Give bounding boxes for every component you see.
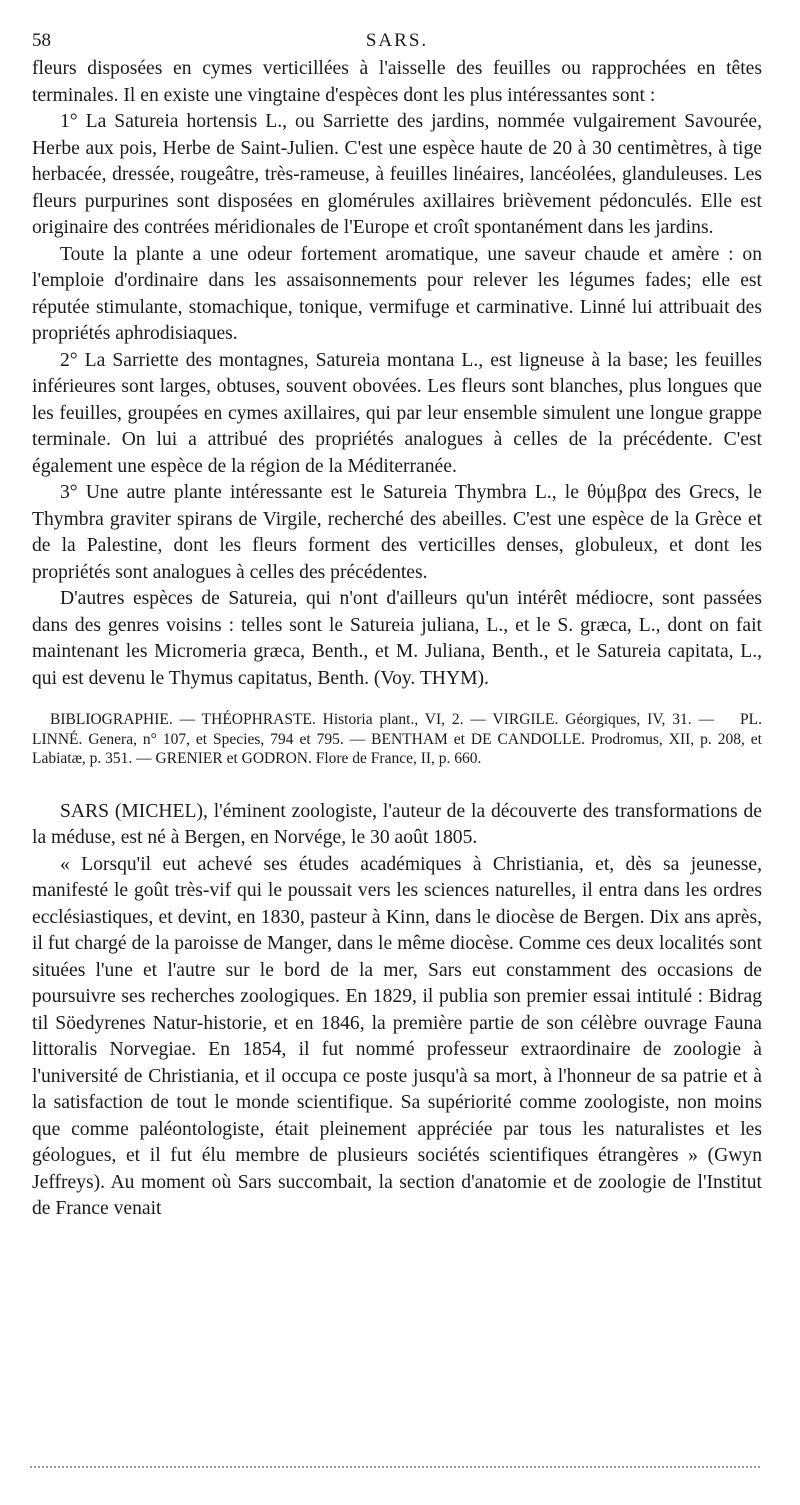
document-page: [32, 30, 762, 1223]
author-signature: PL.: [740, 711, 762, 728]
paragraph-intro: fleurs disposées en cymes verticillées à l'aisselle des feuilles ou rapprochées en têtes terminales. Il en existe une vingtaine d'espèces dont les plus intéressantes sont :: [32, 58, 762, 106]
running-head: SARS.: [365, 30, 429, 51]
bibliography-text: BIBLIOGRAPHIE. — THÉOPHRASTE. Historia plant., VI, 2. — VIRGILE. Géorgiques, IV, 31. — LINNÉ. Genera, n° 107, et Species, 794 et 795. — BENTHAM et DE CANDOLLE. Prodromus, XII, p. 208, et Labiatæ, p. 351. — GRENIER et GODRON. Flore de France, II, p. 660.: [32, 711, 762, 768]
paragraph-satureia-hortensis: 1° La Satureia hortensis L., ou Sarriette des jardins, nommée vulgairement Savourée, Herbe aux pois, Herbe de Saint-Julien. C'est une espèce haute de 20 à 30 centimètres, à tige herbacée, dressée, rougeâtre, très-rameuse, à feuilles linéaires, lancéolées, glanduleuses. Les fleurs purpurines sont disposées en glomérules axillaires brièvement pédonculés. Elle est originaire des contrées méridionales de l'Europe et croît spontanément dans les jardins.: [32, 111, 762, 238]
paragraph-odeur: Toute la plante a une odeur fortement aromatique, une saveur chaude et amère : on l'emploie d'ordinaire dans les assaisonnements pour relever les légumes fades; elle est réputée stimulante, stomachique, tonique, vermifuge et carminative. Linné lui attribuait des propriétés aphrodisiaques.: [32, 243, 762, 344]
sars-entry-body-paragraph: « Lorsqu'il eut achevé ses études académiques à Christiania, et, dès sa jeunesse, manifesté le goût très-vif qui le poussait vers les sciences naturelles, il entra dans les ordres ecclésiastiques, et devint, en 1830, pasteur à Kinn, dans le diocèse de Bergen. Dix ans après, il fut chargé de la paroisse de Manger, dans le même diocèse. Comme ces deux localités sont situées l'une et l'autre sur le bord de la mer, Sars eut constamment des occasions de poursuivre ses recherches zoologiques. En 1829, il publia son premier essai intitulé : Bidrag til Söedyrenes Natur-historie, et en 1846, la première partie de son célèbre ouvrage Fauna littoralis Norvegiae. En 1854, il fut nommé professeur extraordinaire de zoologie à l'université de Christiania, et il occupa ce poste jusqu'à sa mort, à l'honneur de sa patrie et à la satisfaction de tout le monde scientifique. Sa supériorité comme zoologiste, non moins que comme paléontologiste, était pleinement appréciée par tous les naturalistes et les géologues, et il fut élu membre de plusieurs sociétés scientifiques étrangères » (Gwyn Jeffreys). Au moment où Sars succombait, la section d'anatomie et de zoologie de l'Institut de France venait: [32, 853, 762, 1220]
paragraph-satureia-montana: 2° La Sarriette des montagnes, Satureia montana L., est ligneuse à la base; les feuilles inférieures sont larges, obtuses, souvent obovées. Les fleurs sont blanches, plus longues que les feuilles, groupées en cymes axillaires, qui par leur ensemble simulent une longue grappe terminale. On lui a attribué des propriétés analogues à celles de la précédente. C'est également une espèce de la région de la Méditerranée.: [32, 349, 762, 477]
paragraph-autres-especes: D'autres espèces de Satureia, qui n'ont d'ailleurs qu'un intérêt médiocre, sont passées dans des genres voisins : telles sont le Satureia juliana, L., et le S. græca, L., dont on fait maintenant les Micromeria græca, Benth., et M. Juliana, Benth., et le Satureia capitata, L., qui est devenu le Thymus capitatus, Benth. (Voy. THYM).: [32, 588, 762, 689]
sars-entry: [32, 799, 762, 1223]
footer-rule: [30, 1466, 760, 1468]
sars-entry-heading-paragraph: SARS (MICHEL), l'éminent zoologiste, l'auteur de la découverte des transformations de la méduse, est né à Bergen, en Norvége, le 30 août 1805.: [32, 800, 762, 849]
bibliography: [32, 710, 762, 769]
paragraph-satureia-thymbra: 3° Une autre plante intéressante est le Satureia Thymbra L., le θύμβρα des Grecs, le Thymbra graviter spirans de Virgile, recherché des abeilles. C'est une espèce de la Grèce et de la Palestine, dont les fleurs forment des verticilles denses, globuleux, et dont les propriétés sont analogues à celles des précédentes.: [32, 482, 762, 583]
page-header: [32, 30, 762, 56]
page-number: 58: [32, 30, 51, 51]
